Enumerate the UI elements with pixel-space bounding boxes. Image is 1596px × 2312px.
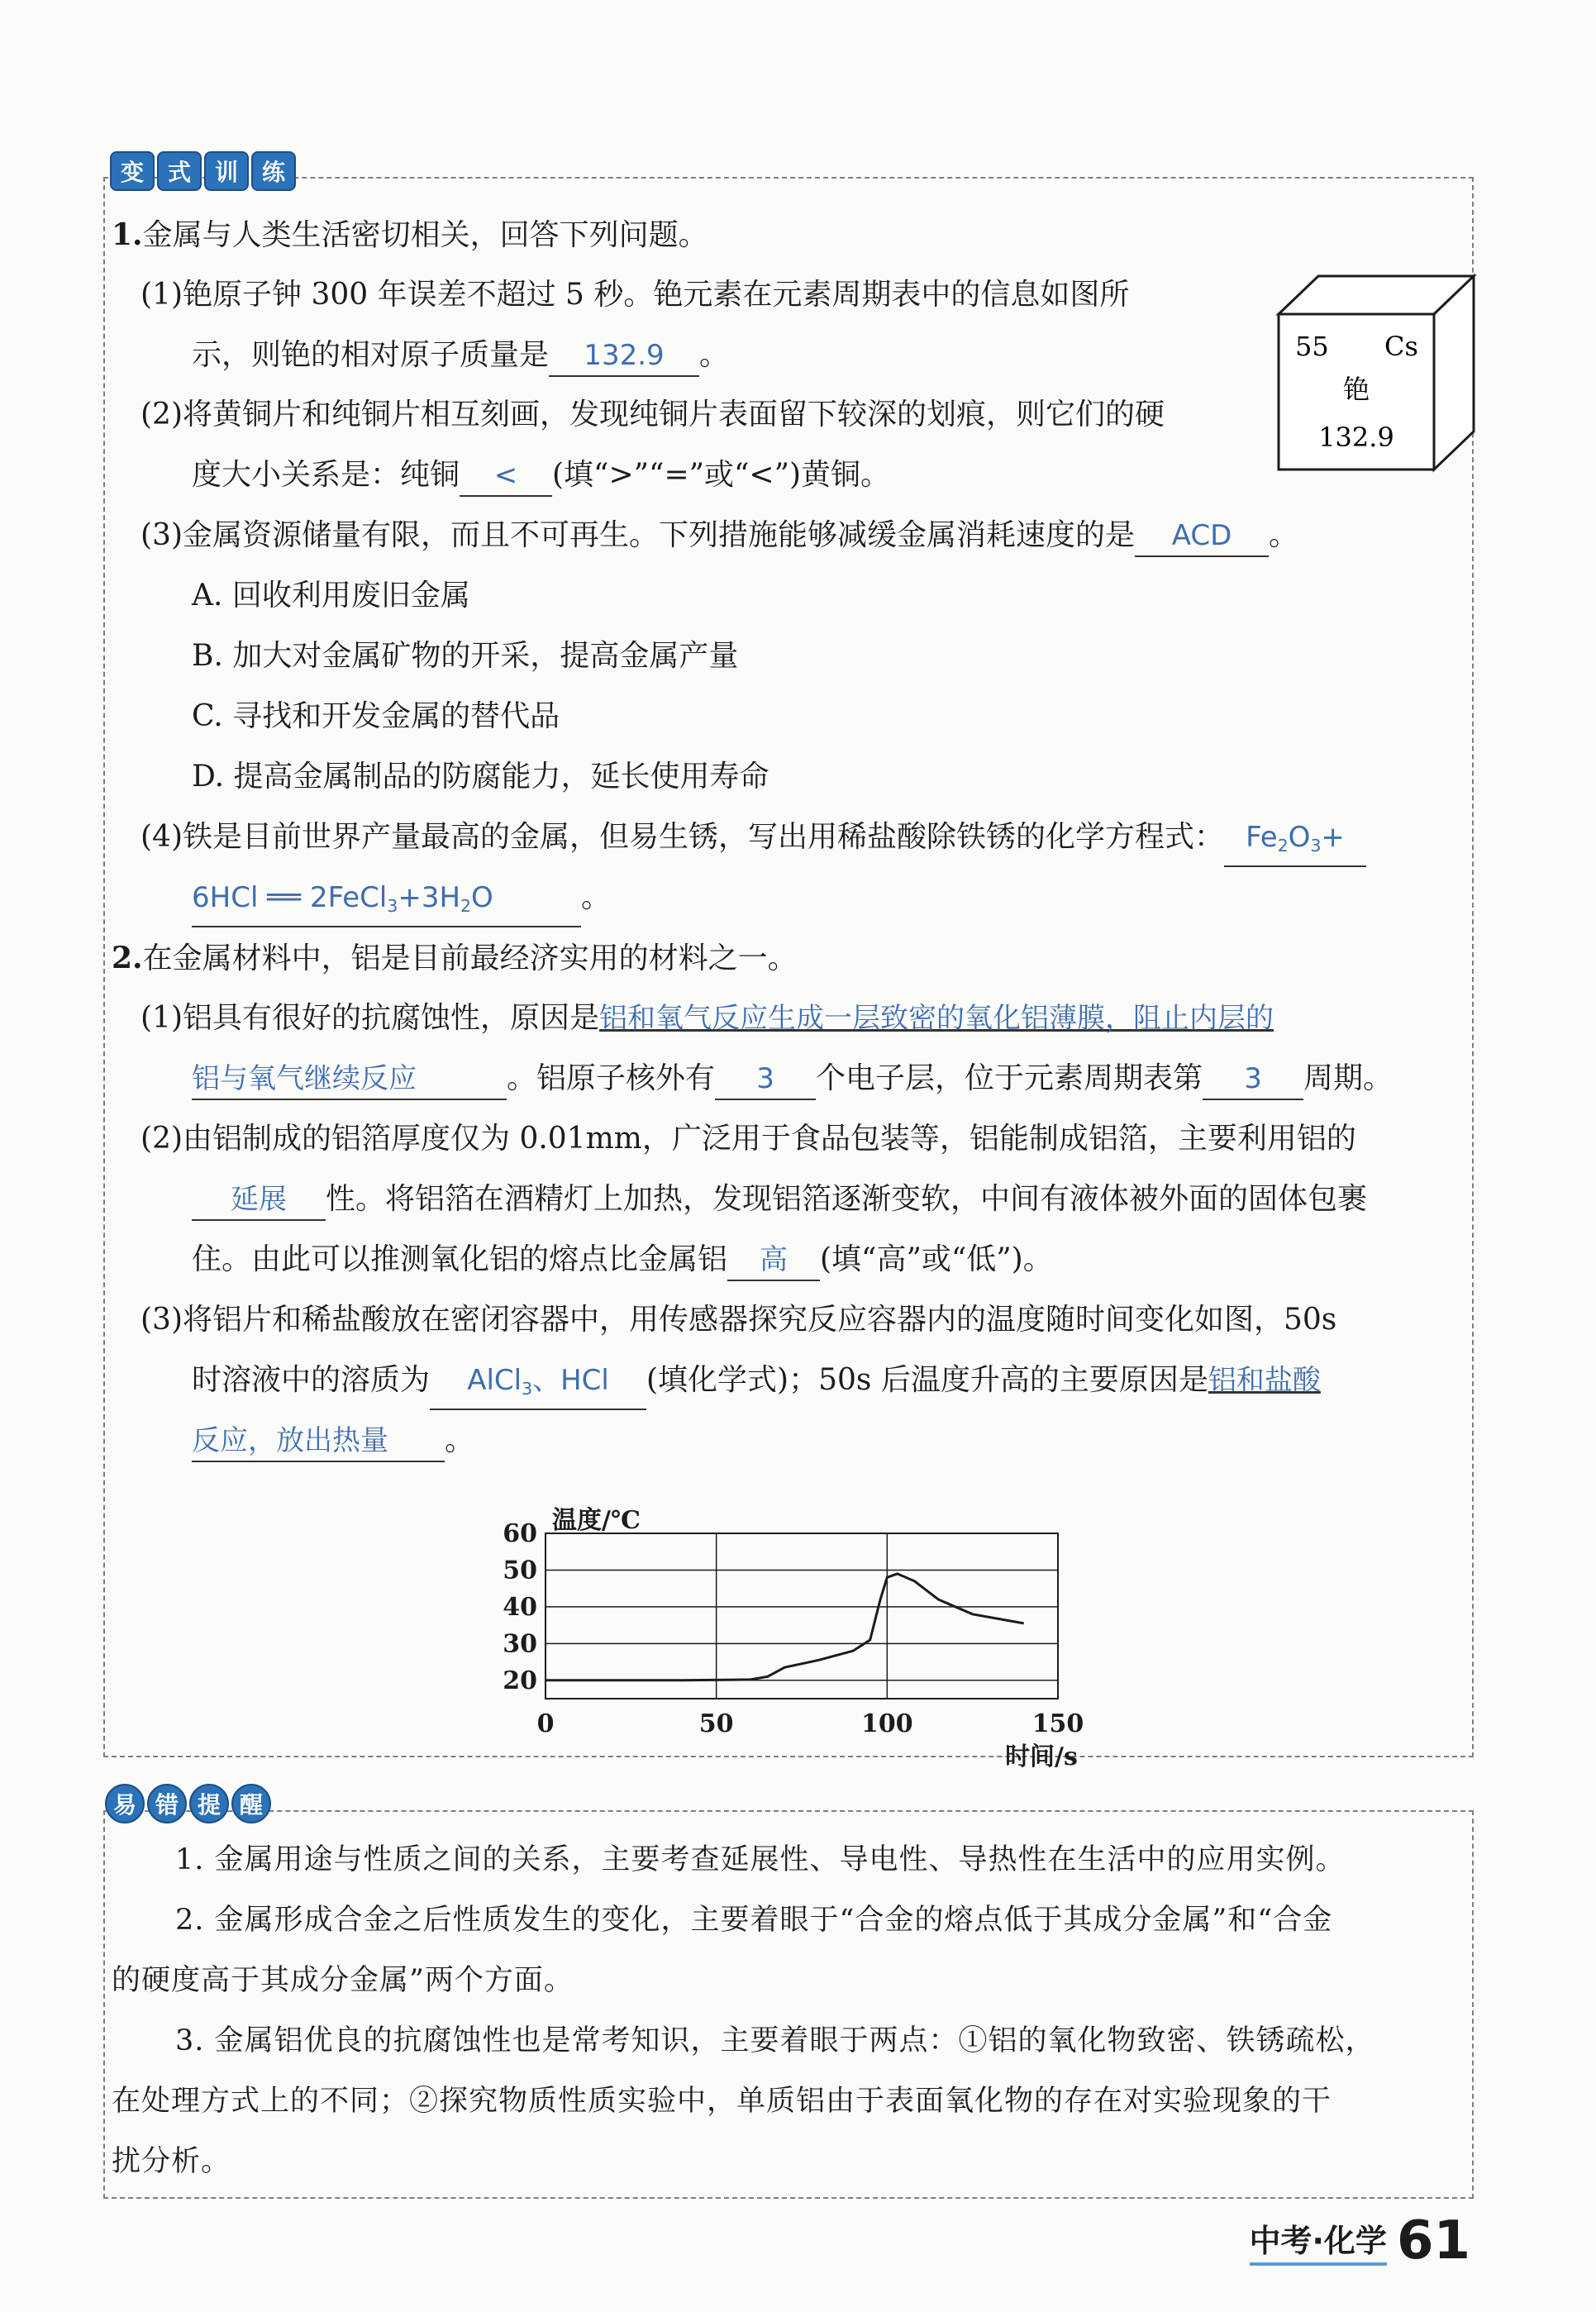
badge-char: 醒 xyxy=(231,1784,271,1823)
q1-p1-line1: (1)铯原子钟 300 年误差不超过 5 秒。铯元素在元素周期表中的信息如图所 xyxy=(141,278,1130,312)
temperature-series-line xyxy=(545,1574,1024,1680)
q1-option-c: C. 寻找和开发金属的替代品 xyxy=(192,699,560,733)
q2-p1-line2 xyxy=(192,1059,1393,1100)
q1-p2-end: (填“>”“=”或“<”)黄铜。 xyxy=(552,458,891,492)
q2-p3-line1: (3)将铝片和稀盐酸放在密闭容器中，用传感器探究反应容器内的温度随时间变化如图，50s xyxy=(141,1303,1337,1337)
q1-p3-end: 。 xyxy=(1269,518,1299,552)
badge-char: 练 xyxy=(251,151,296,191)
q2-p1-line1 xyxy=(141,999,1274,1038)
y-tick-label: 20 xyxy=(503,1666,537,1695)
q1-p1-end: 。 xyxy=(699,338,730,372)
tip-1: 1. 金属用途与性质之间的关系，主要考查延展性、导电性、导热性在生活中的应用实例。 xyxy=(175,1843,1346,1876)
q2-p2-line3 xyxy=(192,1240,1053,1281)
y-tick-label: 50 xyxy=(503,1556,537,1585)
q1-p4-text: (4)铁是目前世界产量最高的金属，但易生锈，写出用稀盐酸除铁锈的化学方程式： xyxy=(141,820,1224,854)
q2-p1-answer-b: 铝与氧气继续反应 xyxy=(192,1059,507,1100)
badge-char: 式 xyxy=(157,151,202,191)
q2-p3-line2 xyxy=(192,1361,1321,1410)
q1-p4-answer-part1: $Fe_2O_3+$ xyxy=(1224,818,1366,867)
element-atomic-number: 55 xyxy=(1295,331,1329,362)
q1-p4-line1 xyxy=(141,818,1366,867)
q2-p1-answer-a: 铝和氧气反应生成一层致密的氧化铝薄膜，阻止内层的 xyxy=(599,1002,1274,1035)
chart-ylabel: 温度/℃ xyxy=(552,1506,641,1535)
badge-char: 提 xyxy=(189,1784,229,1823)
x-tick-label: 50 xyxy=(698,1709,734,1738)
q1-p2-answer: < xyxy=(460,455,552,497)
q2-p3-answer-reason-a: 铝和盐酸 xyxy=(1208,1364,1321,1397)
q1-option-d: D. 提高金属制品的防腐能力，延长使用寿命 xyxy=(192,760,769,794)
q1-p3-text: (3)金属资源储量有限，而且不可再生。下列措施能够减缓金属消耗速度的是 xyxy=(141,518,1135,552)
q2-p3-end: 。 xyxy=(445,1423,475,1457)
q2-title-text: 在金属材料中，铝是目前最经济实用的材料之一。 xyxy=(142,941,798,975)
temperature-chart xyxy=(479,1475,1108,1771)
q2-p2-answer-ductility: 延展 xyxy=(192,1180,326,1221)
q1-title-text: 金属与人类生活密切相关，回答下列问题。 xyxy=(142,218,708,252)
tip-2-line2: 的硬度高于其成分金属”两个方面。 xyxy=(112,1964,574,1997)
q2-p1-text: (1)铝具有很好的抗腐蚀性，原因是 xyxy=(141,1001,599,1035)
element-name: 铯 xyxy=(1342,374,1370,405)
q2-title xyxy=(112,938,798,979)
chart-xlabel: 时间/s xyxy=(1005,1742,1078,1771)
tip-3-line1: 3. 金属铝优良的抗腐蚀性也是常考知识，主要着眼于两点：①铝的氧化物致密、铁锈疏松， xyxy=(175,2024,1375,2057)
q2-p3-answer-reason-b: 反应，放出热量 xyxy=(192,1421,445,1462)
q2-p2-end: (填“高”或“低”)。 xyxy=(820,1242,1053,1276)
page-number: 61 xyxy=(1396,2210,1470,2271)
footer-label: 中考·化学 xyxy=(1250,2215,1387,2266)
y-tick-label: 40 xyxy=(503,1592,537,1622)
q2-p1-mid2: 个电子层，位于元素周期表第 xyxy=(816,1061,1203,1095)
q1-p2-text: 度大小关系是：纯铜 xyxy=(192,458,460,492)
mistake-tips-badge xyxy=(105,1784,271,1823)
page-footer xyxy=(1249,2210,1471,2271)
q2-p2-line1: (2)由铝制成的铝箔厚度仅为 0.01mm，广泛用于食品包装等，铝能制成铝箔，主要利用铝的 xyxy=(141,1122,1356,1156)
badge-char: 易 xyxy=(105,1784,145,1823)
badge-char: 错 xyxy=(147,1784,187,1823)
q2-p3-answer-solutes: AlCl$_3$、HCl xyxy=(430,1361,646,1410)
q1-p4-answer-part2: 6HCl ══ $2FeCl_3+3H_2O$ xyxy=(192,878,581,927)
q2-p3-text: 时溶液中的溶质为 xyxy=(192,1363,431,1397)
tip-3-line3: 扰分析。 xyxy=(112,2145,231,2178)
q1-p2-line1: (2)将黄铜片和纯铜片相互刻画，发现纯铜片表面留下较深的划痕，则它们的硬 xyxy=(141,398,1165,431)
q2-p2-line2 xyxy=(192,1180,1367,1221)
q2-p1-mid: 。铝原子核外有 xyxy=(507,1061,716,1095)
element-mass: 132.9 xyxy=(1318,422,1394,453)
x-tick-label: 150 xyxy=(1031,1709,1084,1738)
q2-p3-mid: (填化学式)；50s 后温度升高的主要原因是 xyxy=(646,1363,1208,1397)
chart-ticks xyxy=(503,1519,1084,1738)
badge-char: 变 xyxy=(110,151,155,191)
badge-char: 训 xyxy=(204,151,249,191)
q1-p4-line2 xyxy=(192,878,611,927)
x-tick-label: 100 xyxy=(861,1709,913,1738)
y-tick-label: 30 xyxy=(503,1629,537,1659)
q1-p4-end: 。 xyxy=(581,880,612,914)
q1-p1-text: 示，则铯的相对原子质量是 xyxy=(192,338,550,372)
q1-title xyxy=(112,215,708,255)
tip-2-line1: 2. 金属形成合金之后性质发生的变化，主要着眼于“合金的熔点低于其成分金属”和“合金 xyxy=(175,1904,1333,1937)
q1-p3-answer: ACD xyxy=(1135,516,1269,557)
q1-p1-answer: 132.9 xyxy=(549,336,699,377)
y-tick-label: 60 xyxy=(503,1519,537,1548)
tip-3-line2: 在处理方式上的不同；②探究物质性质实验中，单质铝由于表面氧化物的存在对实验现象的干 xyxy=(112,2085,1332,2118)
q2-p2-text: 性。将铝箔在酒精灯上加热，发现铝箔逐渐变软，中间有液体被外面的固体包裹 xyxy=(326,1182,1368,1216)
q2-p1-answer-shells: 3 xyxy=(715,1059,816,1100)
exercise-badge xyxy=(110,151,296,191)
q1-p2-line2 xyxy=(192,455,890,497)
q1-option-a: A. 回收利用废旧金属 xyxy=(192,579,470,613)
q1-p3-line1 xyxy=(141,516,1298,557)
q2-p2-line3-text: 住。由此可以推测氧化铝的熔点比金属铝 xyxy=(192,1242,728,1276)
q2-p3-line3 xyxy=(192,1421,474,1462)
q2-p1-end: 周期。 xyxy=(1303,1061,1394,1095)
element-symbol: Cs xyxy=(1384,331,1418,362)
q2-p2-answer-melting: 高 xyxy=(727,1240,820,1281)
q1-number: 1. xyxy=(112,217,143,252)
q2-number: 2. xyxy=(112,941,143,975)
q1-option-b: B. 加大对金属矿物的开采，提高金属产量 xyxy=(192,639,739,673)
q2-p1-answer-period: 3 xyxy=(1203,1059,1303,1100)
cesium-element-card xyxy=(1277,273,1475,471)
q1-p1-line2 xyxy=(192,336,729,377)
x-tick-label: 0 xyxy=(536,1709,555,1738)
